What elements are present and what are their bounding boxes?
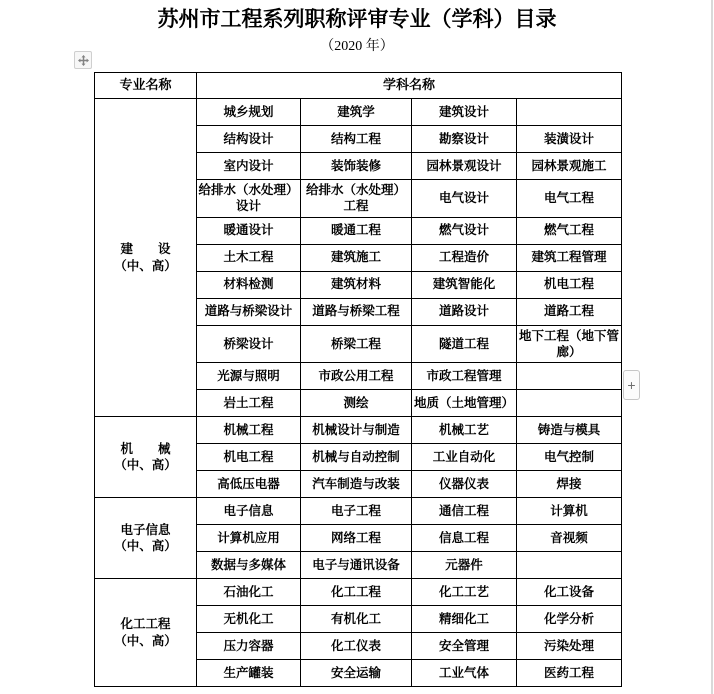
table-cell: 暖通设计 (197, 217, 301, 244)
table-cell: 安全管理 (412, 633, 517, 660)
table-cell: 音视频 (517, 525, 622, 552)
section-label-cell (95, 99, 197, 417)
table-cell: 机械工艺 (412, 417, 517, 444)
table-cell: 建筑施工 (301, 244, 412, 271)
header-subject-name: 学科名称 (197, 73, 622, 99)
table-cell: 压力容器 (197, 633, 301, 660)
section-label-cell (95, 498, 197, 579)
section-label: 建 设 (120, 242, 171, 257)
table-cell: 道路与桥梁工程 (301, 298, 412, 325)
table-cell: 建筑材料 (301, 271, 412, 298)
table-cell: 勘察设计 (412, 126, 517, 153)
table-cell: 通信工程 (412, 498, 517, 525)
table-cell: 岩土工程 (197, 390, 301, 417)
table-cell: 园林景观施工 (517, 153, 622, 180)
table-cell: 电子与通讯设备 (301, 552, 412, 579)
section-label: 电子信息 (120, 522, 171, 537)
table-row (95, 498, 622, 525)
table-cell: 元器件 (412, 552, 517, 579)
table-cell: 机械工程 (197, 417, 301, 444)
move-icon (78, 55, 89, 66)
table-cell: 装饰装修 (301, 153, 412, 180)
table-cell: 暖通工程 (301, 217, 412, 244)
table-cell: 道路与桥梁设计 (197, 298, 301, 325)
section-label: 化工工程 (120, 617, 171, 632)
section-label-cell (95, 579, 197, 687)
table-cell: 光源与照明 (197, 363, 301, 390)
table-cell: 生产罐装 (197, 660, 301, 687)
table-cell: 结构工程 (301, 126, 412, 153)
add-row-button[interactable]: + (623, 370, 640, 400)
table-row (95, 417, 622, 444)
table-cell: 化工工程 (301, 579, 412, 606)
table-cell: 桥梁工程 (301, 325, 412, 363)
table-cell: 电气设计 (412, 180, 517, 218)
section-label-grade: （中、高） (114, 458, 177, 472)
table-cell: 仪器仪表 (412, 471, 517, 498)
table-cell: 地质（土地管理） (412, 390, 517, 417)
table-cell: 化工工艺 (412, 579, 517, 606)
table-cell (517, 363, 622, 390)
table-cell: 焊接 (517, 471, 622, 498)
header-major-name: 专业名称 (95, 73, 197, 99)
table-cell: 桥梁设计 (197, 325, 301, 363)
table-cell: 建筑学 (301, 99, 412, 126)
table-row (95, 99, 622, 126)
table-cell: 土木工程 (197, 244, 301, 271)
table-cell: 装潢设计 (517, 126, 622, 153)
page-title: 苏州市工程系列职称评审专业（学科）目录 (157, 8, 557, 31)
table-cell (517, 99, 622, 126)
table-cell: 信息工程 (412, 525, 517, 552)
table-cell: 污染处理 (517, 633, 622, 660)
table-cell: 建筑智能化 (412, 271, 517, 298)
window-edge (711, 0, 713, 694)
catalog-table (94, 72, 622, 687)
table-cell: 机电工程 (517, 271, 622, 298)
table-cell: 市政工程管理 (412, 363, 517, 390)
table-cell: 网络工程 (301, 525, 412, 552)
table-cell: 计算机应用 (197, 525, 301, 552)
table-cell: 地下工程（地下管廊） (517, 325, 622, 363)
table-cell (517, 390, 622, 417)
table-move-handle[interactable] (74, 51, 92, 69)
section-label-grade: （中、高） (114, 633, 177, 648)
table-cell: 电子工程 (301, 498, 412, 525)
table-header-row (95, 73, 622, 99)
table-cell: 给排水（水处理）设计 (197, 180, 301, 218)
table-cell: 电气工程 (517, 180, 622, 218)
table-row (95, 579, 622, 606)
section-label-grade: （中、高） (114, 539, 177, 553)
table-cell: 给排水（水处理）工程 (301, 180, 412, 218)
table-cell: 机械与自动控制 (301, 444, 412, 471)
table-cell: 化学分析 (517, 606, 622, 633)
table-cell: 高低压电器 (197, 471, 301, 498)
table-cell: 市政公用工程 (301, 363, 412, 390)
table-cell: 道路设计 (412, 298, 517, 325)
table-cell: 机电工程 (197, 444, 301, 471)
page-subtitle: （2020 年） (320, 39, 394, 54)
table-cell: 隧道工程 (412, 325, 517, 363)
table-cell: 城乡规划 (197, 99, 301, 126)
table-cell: 工业自动化 (412, 444, 517, 471)
table-cell: 工程造价 (412, 244, 517, 271)
table-cell: 石油化工 (197, 579, 301, 606)
table-cell: 有机化工 (301, 606, 412, 633)
table-cell: 道路工程 (517, 298, 622, 325)
table-cell (517, 552, 622, 579)
table-cell: 无机化工 (197, 606, 301, 633)
table-cell: 安全运输 (301, 660, 412, 687)
table-cell: 电子信息 (197, 498, 301, 525)
section-label-cell (95, 417, 197, 498)
table-cell: 医药工程 (517, 660, 622, 687)
table-cell: 燃气设计 (412, 217, 517, 244)
table-cell: 数据与多媒体 (197, 552, 301, 579)
table-cell: 铸造与模具 (517, 417, 622, 444)
table-cell: 结构设计 (197, 126, 301, 153)
table-cell: 材料检测 (197, 271, 301, 298)
table-cell: 测绘 (301, 390, 412, 417)
table-cell: 建筑设计 (412, 99, 517, 126)
table-cell: 机械设计与制造 (301, 417, 412, 444)
table-cell: 燃气工程 (517, 217, 622, 244)
table-cell: 室内设计 (197, 153, 301, 180)
table-cell: 工业气体 (412, 660, 517, 687)
table-cell: 精细化工 (412, 606, 517, 633)
table-cell: 园林景观设计 (412, 153, 517, 180)
table-cell: 建筑工程管理 (517, 244, 622, 271)
table-cell: 化工设备 (517, 579, 622, 606)
section-label: 机 械 (120, 441, 171, 456)
table-cell: 汽车制造与改装 (301, 471, 412, 498)
table-cell: 电气控制 (517, 444, 622, 471)
table-cell: 化工仪表 (301, 633, 412, 660)
section-label-grade: （中、高） (114, 258, 177, 273)
table-cell: 计算机 (517, 498, 622, 525)
